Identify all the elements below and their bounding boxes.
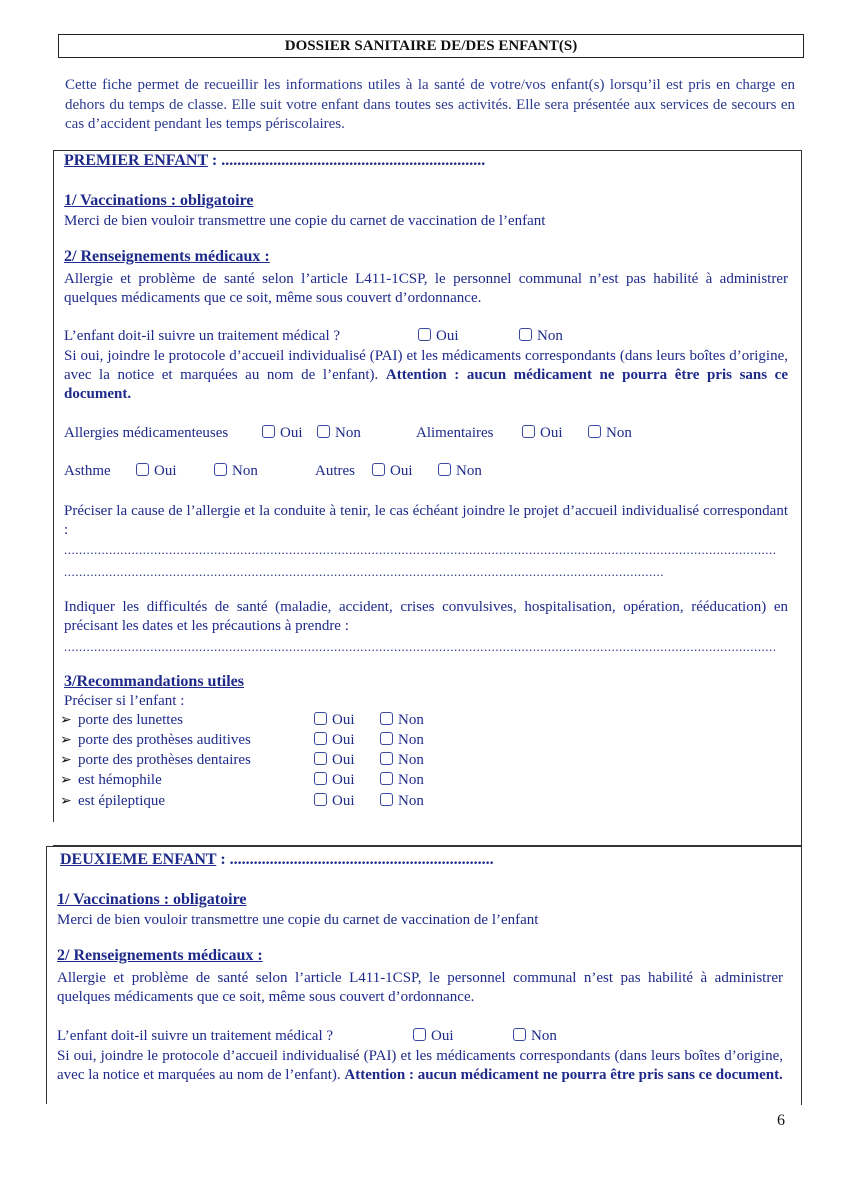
deuxieme-med-heading: 2/ Renseignements médicaux : bbox=[57, 947, 263, 964]
premier-med-text: Allergie et problème de santé selon l’article L411-1CSP, le personnel communal n’est pas habilité à administrer quelques médicaments que ce soit, même sous couvert d’ordonnance. bbox=[64, 271, 788, 306]
checkbox-icon[interactable] bbox=[136, 463, 149, 476]
deuxieme-vacc-heading: 1/ Vaccinations : obligatoire bbox=[57, 891, 247, 908]
list-item: ➢ est hémophile bbox=[60, 772, 162, 788]
arrow-bullet-icon: ➢ bbox=[60, 794, 72, 809]
deuxieme-med-text: Allergie et problème de santé selon l’article L411-1CSP, le personnel communal n’est pas habilité à administrer quelques médicaments que ce soit, même sous couvert d’ordonnance. bbox=[57, 970, 783, 1005]
deuxieme-pai-text: Si oui, joindre le protocole d’accueil individualisé (PAI) et les médicaments correspondants (dans leurs boîtes d’origine, avec la notice et marquées au nom de l’enfant). Attention : aucun médicament ne pourra être pris sans ce document. bbox=[57, 1048, 783, 1083]
page-number: 6 bbox=[777, 1112, 785, 1129]
reco-non[interactable]: Non bbox=[380, 771, 424, 790]
premier-preciser-allergie: Préciser la cause de l’allergie et la conduite à tenir, le cas échéant joindre le projet d’accueil individualisé correspondant : bbox=[64, 503, 788, 538]
arrow-bullet-icon: ➢ bbox=[60, 773, 72, 788]
premier-allergie-line-1[interactable]: .............................................................................................................................................................................................. bbox=[64, 543, 777, 557]
checkbox-icon[interactable] bbox=[438, 463, 451, 476]
premier-autres-non[interactable]: Non bbox=[438, 462, 482, 481]
deuxieme-vacc-text: Merci de bien vouloir transmettre une copie du carnet de vaccination de l’enfant bbox=[57, 912, 539, 928]
deuxieme-traitement-question: L’enfant doit-il suivre un traitement médical ? bbox=[57, 1028, 334, 1044]
reco-non[interactable]: Non bbox=[380, 731, 424, 750]
premier-asthme-oui[interactable]: Oui bbox=[136, 462, 177, 481]
reco-oui[interactable]: Oui bbox=[314, 771, 355, 790]
premier-asthme-non[interactable]: Non bbox=[214, 462, 258, 481]
premier-enfant-heading bbox=[64, 152, 485, 170]
reco-oui[interactable]: Oui bbox=[314, 711, 355, 730]
premier-enfant-frame-left bbox=[53, 150, 54, 822]
reco-oui[interactable]: Oui bbox=[314, 792, 355, 811]
deuxieme-enfant-frame-left bbox=[46, 846, 47, 1104]
checkbox-icon[interactable] bbox=[380, 752, 393, 765]
premier-allergies-med-oui[interactable]: Oui bbox=[262, 424, 303, 443]
checkbox-icon[interactable] bbox=[380, 712, 393, 725]
checkbox-icon[interactable] bbox=[588, 425, 601, 438]
checkbox-icon[interactable] bbox=[314, 772, 327, 785]
checkbox-icon[interactable] bbox=[519, 328, 532, 341]
premier-pai-text: Si oui, joindre le protocole d’accueil individualisé (PAI) et les médicaments correspondants (dans leurs boîtes d’origine, avec la notice et marquées au nom de l’enfant). Attention : aucun médicament ne pourra être pris sans ce document. bbox=[64, 348, 789, 402]
deuxieme-enfant-heading bbox=[60, 851, 494, 869]
premier-difficultes-line[interactable]: .............................................................................................................................................................................................. bbox=[64, 640, 777, 654]
list-item: ➢ porte des prothèses dentaires bbox=[60, 752, 251, 768]
premier-attention: Attention : aucun médicament ne pourra être pris sans ce document. bbox=[64, 367, 789, 402]
premier-allergies-med-non[interactable]: Non bbox=[317, 424, 361, 443]
premier-preciser-enfant: Préciser si l’enfant : bbox=[64, 693, 185, 709]
premier-traitement-question: L’enfant doit-il suivre un traitement médical ? bbox=[64, 328, 341, 344]
arrow-bullet-icon: ➢ bbox=[60, 753, 72, 768]
checkbox-icon[interactable] bbox=[380, 732, 393, 745]
checkbox-icon[interactable] bbox=[418, 328, 431, 341]
arrow-bullet-icon: ➢ bbox=[60, 733, 72, 748]
checkbox-icon[interactable] bbox=[314, 732, 327, 745]
reco-non[interactable]: Non bbox=[380, 792, 424, 811]
reco-non[interactable]: Non bbox=[380, 751, 424, 770]
premier-allergies-med-label: Allergies médicamenteuses bbox=[64, 425, 229, 441]
reco-oui[interactable]: Oui bbox=[314, 751, 355, 770]
premier-enfant-label: PREMIER ENFANT bbox=[64, 152, 208, 169]
reco-non[interactable]: Non bbox=[380, 711, 424, 730]
intro-paragraph: Cette fiche permet de recueillir les informations utiles à la santé de votre/vos enfant(s) lorsqu’il est pris en charge en dehors du temps de classe. Elle suit votre enfant dans toutes ses activités. Elle sera présentée aux services de secours en cas d’accident pendant les temps périscolaires. bbox=[65, 77, 795, 132]
checkbox-icon[interactable] bbox=[380, 793, 393, 806]
checkbox-icon[interactable] bbox=[522, 425, 535, 438]
list-item: ➢ est épileptique bbox=[60, 793, 166, 809]
list-item: ➢ porte des prothèses auditives bbox=[60, 732, 251, 748]
checkbox-icon[interactable] bbox=[513, 1028, 526, 1041]
arrow-bullet-icon: ➢ bbox=[60, 713, 72, 728]
deuxieme-attention: Attention : aucun médicament ne pourra être pris sans ce document. bbox=[344, 1067, 783, 1083]
premier-vacc-text: Merci de bien vouloir transmettre une copie du carnet de vaccination de l’enfant bbox=[64, 213, 546, 229]
page-title: DOSSIER SANITAIRE DE/DES ENFANT(S) bbox=[58, 34, 804, 58]
premier-reco-heading: 3/Recommandations utiles bbox=[64, 673, 244, 690]
checkbox-icon[interactable] bbox=[314, 793, 327, 806]
checkbox-icon[interactable] bbox=[372, 463, 385, 476]
deuxieme-enfant-label: DEUXIEME ENFANT bbox=[60, 851, 217, 868]
premier-asthme-label: Asthme bbox=[64, 463, 111, 479]
premier-alimentaires-oui[interactable]: Oui bbox=[522, 424, 563, 443]
checkbox-icon[interactable] bbox=[317, 425, 330, 438]
premier-autres-label: Autres bbox=[315, 463, 355, 479]
premier-alimentaires-non[interactable]: Non bbox=[588, 424, 632, 443]
checkbox-icon[interactable] bbox=[262, 425, 275, 438]
premier-difficultes: Indiquer les difficultés de santé (maladie, accident, crises convulsives, hospitalisation, opération, rééducation) en précisant les dates et les précautions à prendre : bbox=[64, 599, 788, 634]
premier-autres-oui[interactable]: Oui bbox=[372, 462, 413, 481]
checkbox-icon[interactable] bbox=[314, 752, 327, 765]
premier-traitement-oui[interactable]: Oui bbox=[418, 327, 459, 346]
deuxieme-traitement-oui[interactable]: Oui bbox=[413, 1027, 454, 1046]
list-item: ➢ porte des lunettes bbox=[60, 712, 183, 728]
checkbox-icon[interactable] bbox=[413, 1028, 426, 1041]
deuxieme-enfant-name-field[interactable]: : .................................................................. bbox=[216, 851, 494, 868]
checkbox-icon[interactable] bbox=[314, 712, 327, 725]
premier-vacc-heading: 1/ Vaccinations : obligatoire bbox=[64, 192, 254, 209]
premier-med-heading: 2/ Renseignements médicaux : bbox=[64, 248, 270, 265]
deuxieme-traitement-non[interactable]: Non bbox=[513, 1027, 557, 1046]
checkbox-icon[interactable] bbox=[380, 772, 393, 785]
reco-oui[interactable]: Oui bbox=[314, 731, 355, 750]
checkbox-icon[interactable] bbox=[214, 463, 227, 476]
premier-alimentaires-label: Alimentaires bbox=[416, 425, 494, 441]
premier-traitement-non[interactable]: Non bbox=[519, 327, 563, 346]
premier-enfant-name-field[interactable]: : .................................................................. bbox=[207, 152, 486, 169]
premier-allergie-line-2[interactable]: ................................................................................................................................................................ bbox=[64, 565, 664, 579]
